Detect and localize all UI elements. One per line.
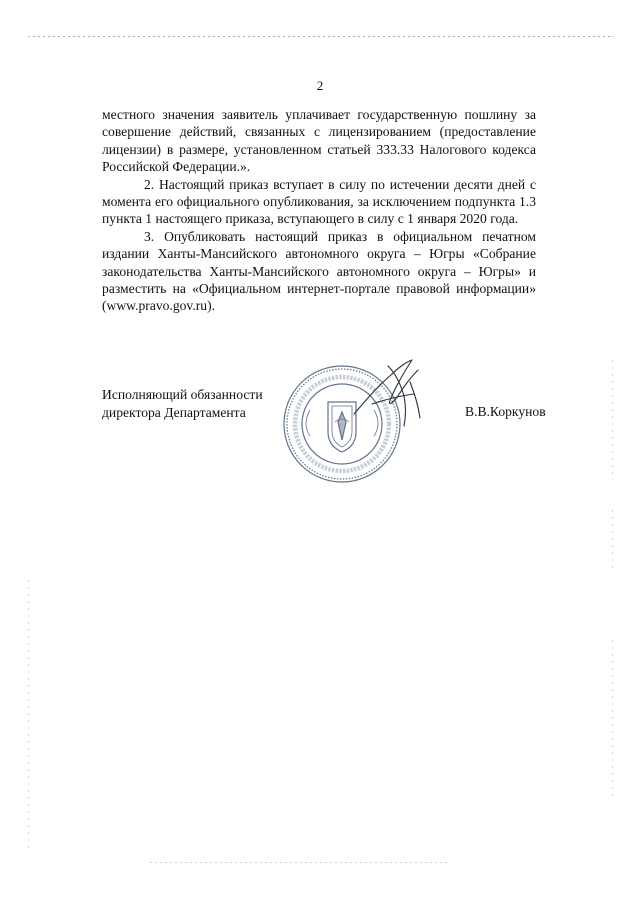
- scan-edge-noise: [612, 360, 613, 480]
- scan-edge-noise: [28, 580, 29, 850]
- position-line-1: Исполняющий обязанности: [102, 387, 263, 402]
- paragraph-3: 3. Опубликовать настоящий приказ в официальном печатном издании Ханты-Мансийского автономного округа – Югры «Собрание законодательства Ханты-Мансийского автономного округа – Югры» и разместить на «Официальном интернет-портале правовой информации» (www.pravo.gov.ru).: [102, 228, 536, 314]
- scan-edge-noise: [612, 510, 613, 570]
- scan-edge-noise: [612, 640, 613, 800]
- scan-bottom-edge-line: [150, 862, 450, 863]
- signatory-position: [102, 386, 263, 422]
- handwritten-signature: [348, 352, 434, 438]
- position-line-2: директора Департамента: [102, 405, 246, 420]
- paragraph-continuation: местного значения заявитель уплачивает государственную пошлину за совершение действий, связанных с лицензированием (предоставление лицензии) в размере, установленном статьей 333.33 Налогового кодекса Российской Федерации.».: [102, 107, 536, 175]
- page-number: 2: [316, 78, 324, 93]
- scan-top-edge-line: [28, 36, 614, 37]
- signatory-name: В.В.Коркунов: [465, 404, 546, 419]
- document-body: [102, 106, 536, 315]
- paragraph-2: 2. Настоящий приказ вступает в силу по истечении десяти дней с момента его официального опубликования, за исключением подпункта 1.3 пункта 1 настоящего приказа, вступающего в силу с 1 января 2020 года.: [102, 176, 536, 227]
